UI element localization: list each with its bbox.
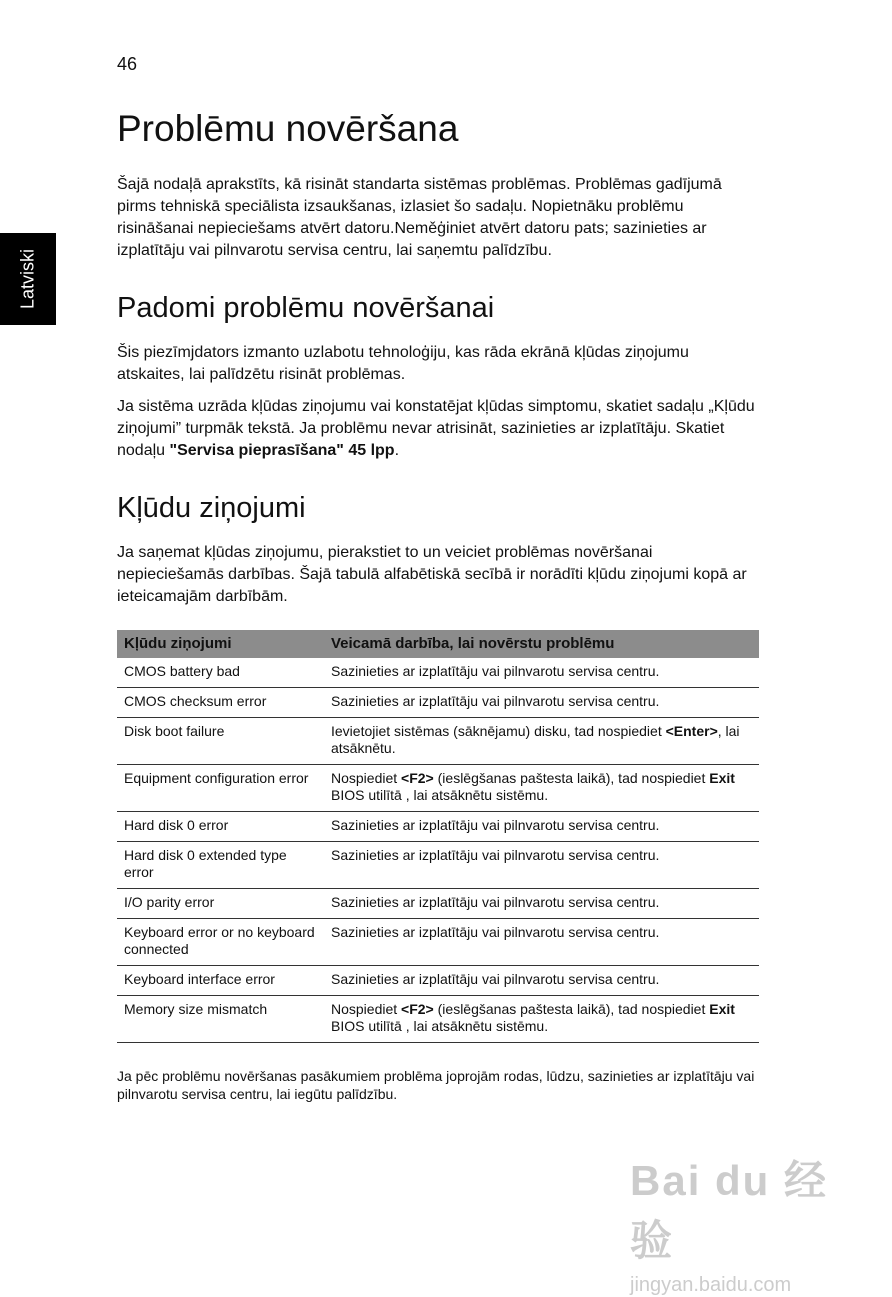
- action-cell: [324, 919, 759, 966]
- errors-paragraph: Ja saņemat kļūdas ziņojumu, pierakstiet to un veiciet problēmas novēršanai nepieciešamās darbības. Šajā tabulā alfabētiskā secībā ir norādīti kļūdu ziņojumi kopā ar ieteicamajām darbībām.: [117, 544, 747, 605]
- action-cell: [324, 812, 759, 842]
- error-message-cell: Memory size mismatch: [117, 996, 324, 1043]
- action-text: (ieslēgšanas paštesta laikā), tad nospiediet: [433, 1001, 710, 1017]
- table-row: [117, 688, 759, 718]
- watermark: [630, 1148, 870, 1296]
- error-message-cell: Hard disk 0 extended type error: [117, 842, 324, 889]
- action-key: <F2>: [401, 1001, 434, 1017]
- error-message-cell: Equipment configuration error: [117, 765, 324, 812]
- action-key: <F2>: [401, 770, 434, 786]
- action-text: Nospiediet: [331, 1001, 402, 1017]
- action-key: Exit: [709, 770, 735, 786]
- action-text: Sazinieties ar izplatītāju vai pilnvarotu servisa centru.: [331, 817, 660, 833]
- section-heading-tips: Padomi problēmu novēršanai: [117, 292, 495, 324]
- table-row: [117, 812, 759, 842]
- action-key: <Enter>: [665, 723, 718, 739]
- action-text: Sazinieties ar izplatītāju vai pilnvarotu servisa centru.: [331, 924, 660, 940]
- error-message-cell: Keyboard interface error: [117, 966, 324, 996]
- tips-paragraph-1: Šis piezīmjdators izmanto uzlabotu tehnoloģiju, kas rāda ekrānā kļūdas ziņojumu atskaites, lai palīdzētu risināt problēmas.: [117, 344, 689, 383]
- action-cell: [324, 718, 759, 765]
- table-row: [117, 919, 759, 966]
- watermark-logo: Bai du 经验: [630, 1157, 829, 1264]
- action-text: , lai atsāknētu.: [331, 723, 740, 756]
- table-row: [117, 765, 759, 812]
- action-text: Ievietojiet sistēmas (sāknējamu) disku, tad nospiediet: [331, 723, 666, 739]
- action-text: Sazinieties ar izplatītāju vai pilnvarotu servisa centru.: [331, 894, 660, 910]
- table-row: [117, 658, 759, 688]
- error-message-cell: Hard disk 0 error: [117, 812, 324, 842]
- table-row: [117, 996, 759, 1043]
- table-row: [117, 889, 759, 919]
- error-message-cell: CMOS battery bad: [117, 658, 324, 688]
- action-cell: [324, 842, 759, 889]
- tips-text: Ja sistēma uzrāda kļūdas ziņojumu vai konstatējat kļūdas simptomu, skatiet sadaļu „Kļūdu ziņojumi” turpmāk tekstā. Ja problēmu nevar atrisināt, sazinieties ar izplatītāju. Skatiet nodaļu: [117, 398, 755, 459]
- intro-paragraph: Šajā nodaļā aprakstīts, kā risināt standarta sistēmas problēmas. Problēmas gadījumā pirms tehniskā speciālista izsaukšanas, izlasiet šo sadaļu. Nopietnāku problēmu risināšanai nepieciešams atvērt datoru.Neměģiniet atvērt datoru pats; sazinieties ar izplatītāju vai pilnvarotu servisa centru, lai saņemtu palīdzību.: [117, 176, 722, 259]
- error-message-cell: CMOS checksum error: [117, 688, 324, 718]
- page-title: Problēmu novēršana: [117, 108, 459, 149]
- language-side-tab: [0, 233, 56, 325]
- action-text: Sazinieties ar izplatītāju vai pilnvarotu servisa centru.: [331, 663, 660, 679]
- table-row: [117, 842, 759, 889]
- tips-text-end: .: [394, 442, 400, 459]
- table-row: [117, 718, 759, 765]
- action-key: Exit: [709, 1001, 735, 1017]
- error-message-cell: I/O parity error: [117, 889, 324, 919]
- action-text: Nospiediet: [331, 770, 402, 786]
- action-text: Sazinieties ar izplatītāju vai pilnvarotu servisa centru.: [331, 847, 660, 863]
- action-text: BIOS utilītā , lai atsāknētu sistēmu.: [331, 1018, 549, 1034]
- action-text: Sazinieties ar izplatītāju vai pilnvarotu servisa centru.: [331, 693, 660, 709]
- action-text: Sazinieties ar izplatītāju vai pilnvarotu servisa centru.: [331, 971, 660, 987]
- action-cell: [324, 688, 759, 718]
- error-message-cell: Keyboard error or no keyboard connected: [117, 919, 324, 966]
- service-reference: "Servisa pieprasīšana" 45 lpp: [169, 442, 395, 459]
- error-table: [117, 630, 759, 1043]
- action-text: (ieslēgšanas paštesta laikā), tad nospiediet: [433, 770, 710, 786]
- action-cell: [324, 966, 759, 996]
- main-content: [117, 104, 759, 1113]
- action-cell: [324, 658, 759, 688]
- action-text: BIOS utilītā , lai atsāknētu sistēmu.: [331, 787, 549, 803]
- section-heading-errors: Kļūdu ziņojumi: [117, 492, 306, 524]
- footer-note: Ja pēc problēmu novēršanas pasākumiem problēma joprojām rodas, lūdzu, sazinieties ar izplatītāju vai pilnvarotu servisa centru, lai iegūtu palīdzību.: [117, 1068, 755, 1102]
- side-tab-label: Latviski: [17, 248, 38, 310]
- page-number: 46: [117, 54, 138, 74]
- table-row: [117, 966, 759, 996]
- action-cell: [324, 996, 759, 1043]
- column-header-action: Veicamā darbība, lai novērstu problēmu: [324, 630, 759, 658]
- tips-paragraph-2: [117, 396, 759, 462]
- action-cell: [324, 889, 759, 919]
- table-header-row: [117, 630, 759, 658]
- watermark-url: jingyan.baidu.com: [630, 1274, 792, 1296]
- action-cell: [324, 765, 759, 812]
- error-message-cell: Disk boot failure: [117, 718, 324, 765]
- column-header-errors: Kļūdu ziņojumi: [117, 630, 324, 658]
